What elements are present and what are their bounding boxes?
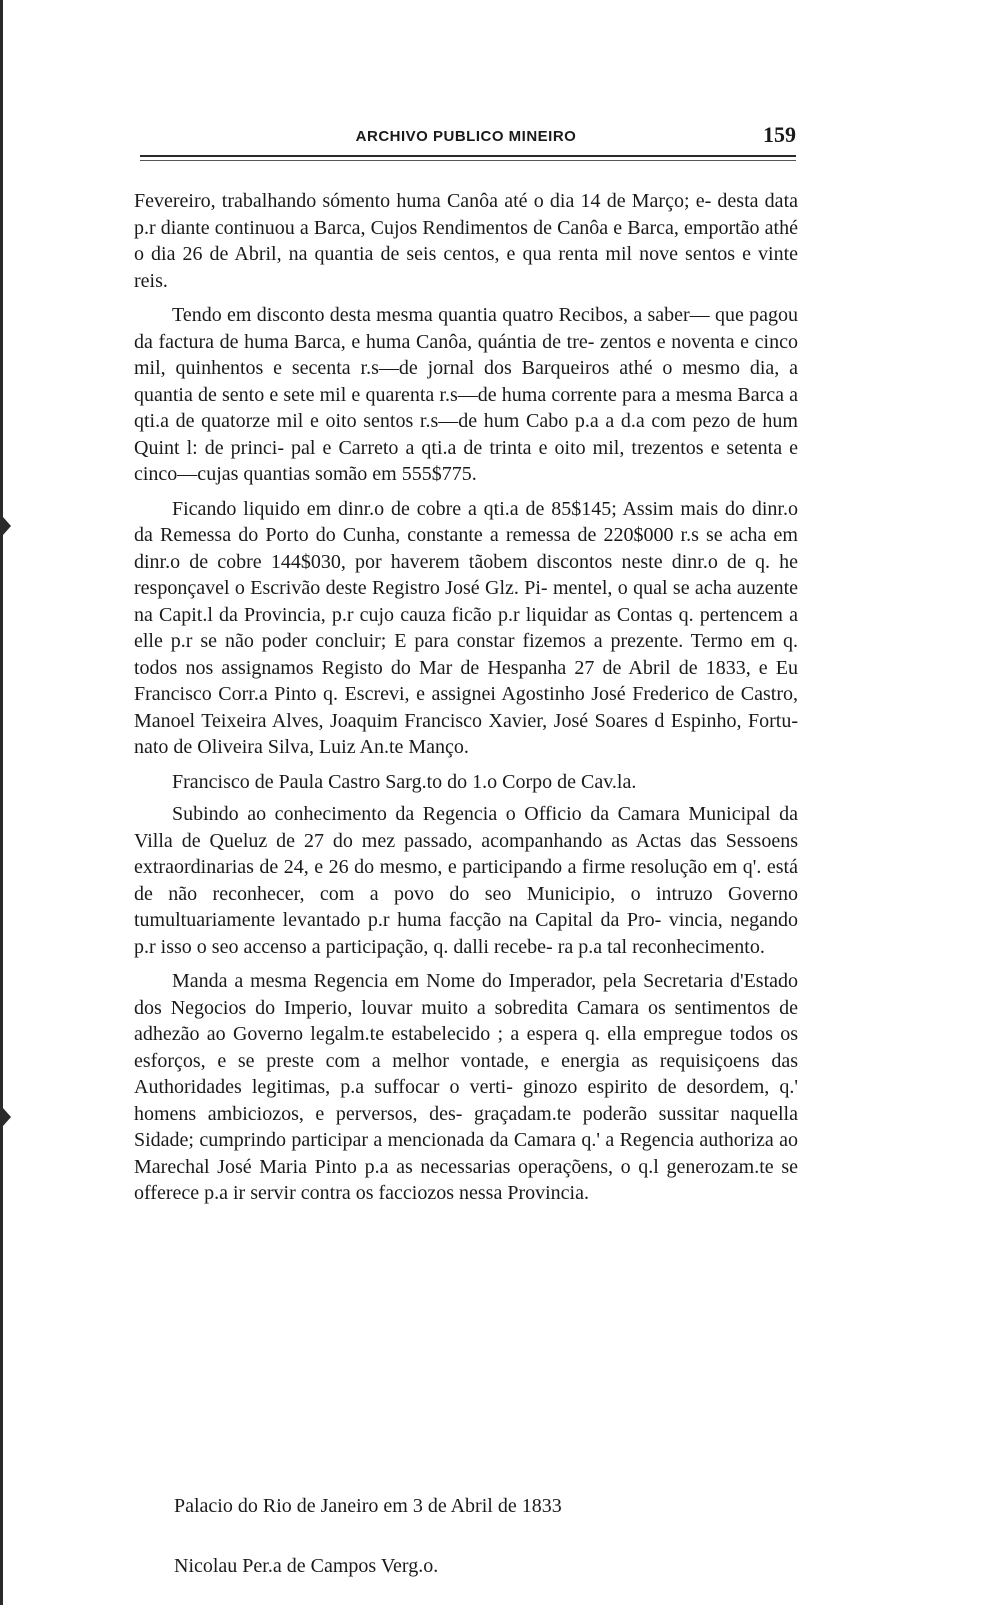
binding-mark (3, 1108, 11, 1126)
signer-name: Nicolau Per.a de Campos Verg.o. (174, 1555, 439, 1577)
signature-line: Francisco de Paula Castro Sarg.to do 1.o Corpo de Cav.la. (172, 770, 637, 793)
page-number: 159 (763, 122, 796, 147)
running-title: ARCHIVO PUBLICO MINEIRO (355, 128, 577, 145)
paragraph: Subindo ao conhecimento da Regencia o Officio da Camara Municipal da Villa de Queluz de 27 do mez passado, acompanhando as Actas das Sessoens extraordinarias de 24, e 26 do mesmo, e participando a firme resolução em q'. está de não reconhecer, com a povo do seo Municipio, o intruzo Governo tumultuariamente levantado p.r huma facção na Capital da Pro- vincia, negando p.r isso o seo accenso a participação, q. dalli recebe- ra p.a tal reconhecimento. (134, 803, 798, 958)
paragraph: Tendo em disconto desta mesma quantia quatro Recibos, a saber— que pagou da factura de huma Barca, e huma Canôa, quántia de tre- zentos e noventa e cinco mil, quinhentos e secenta r.s—de jornal dos Barqueiros athé o mesmo dia, a quantia de sento e sete mil e quarenta r.s—de huma corrente para a mesma Barca a qti.a de quatorze mil e oito sentos r.s—de hum Cabo p.a a d.a com pezo de hum Quint l: de princi- pal e Carreto a qti.a de trinta e oito mil, trezentos e setenta e cinco—cujas quantias somão em 555$775. (134, 304, 798, 485)
paragraph: Ficando liquido em dinr.o de cobre a qti.a de 85$145; Assim mais do dinr.o da Remessa do Porto do Cunha, constante a remessa de 220$000 r.s se acha em dinr.o de cobre 144$030, por haverem tãobem discontos neste dinr.o de q. he responçavel o Escrivão deste Registro José Glz. Pi- mentel, o qual se acha auzente na Capit.l da Provincia, p.r cujo cauza ficão p.r liquidar as Contas q. pertencem a elle p.r se não poder concluir; E para constar fizemos a prezente. Termo em q. todos nos assignamos Registo do Mar de Hespanha 27 de Abril de 1833, e Eu Francisco Corr.a Pinto q. Escrevi, e assignei Agostinho José Frederico de Castro, Manoel Teixeira Alves, Joaquim Francisco Xavier, José Soares d Espinho, Fortu- nato de Oliveira Silva, Luiz An.te Manço. (134, 497, 798, 758)
place-date: Palacio do Rio de Janeiro em 3 de Abril de 1833 (174, 1495, 562, 1517)
paragraph: Fevereiro, trabalhando sómento huma Canôa até o dia 14 de Março; e- desta data p.r diante continuou a Barca, Cujos Rendimentos de Canôa e Barca, emportão athé o dia 26 de Abril, na quantia de seis centos, e qua renta mil nove sentos e vinte reis. (134, 190, 798, 292)
binding-edge (0, 0, 3, 1605)
paragraph: Manda a mesma Regencia em Nome do Imperador, pela Secretaria d'Estado dos Negocios do Imperio, louvar muito a sobredita Camara os sentimentos de adhezão ao Governo legalm.te estabelecido ; a espera q. ella empregue todos os esforços, e se preste com a melhor vontade, e energia as requisiçoens das Authoridades legitimas, p.a suffocar o verti- ginozo espirito de desordem, q.' homens ambiciozos, e perversos, des- graçadam.te poderão sussitar naquella Sidade; cumprindo participar a mencionada da Camara q.' a Regencia authoriza ao Marechal José Maria Pinto p.a as necessarias operaçõens, o q.l generozam.te se offerece p.a ir servir contra os facciozos nessa Provincia. (134, 970, 798, 1204)
header-rule (140, 155, 796, 161)
body-text (134, 188, 798, 1215)
running-head (134, 120, 798, 154)
binding-mark (3, 517, 11, 535)
